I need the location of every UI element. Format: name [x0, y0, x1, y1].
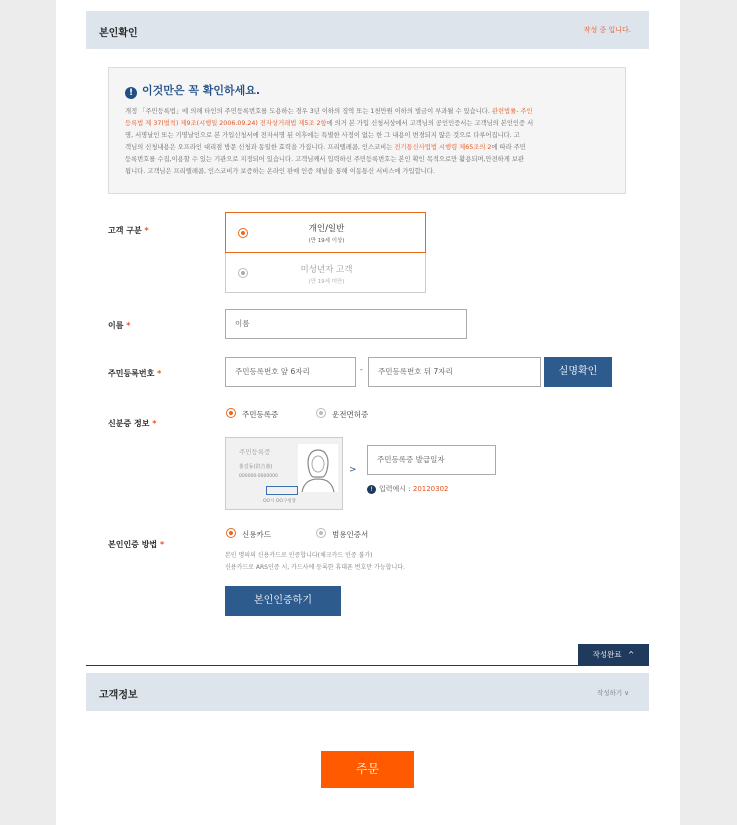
id-photo-icon — [298, 444, 338, 492]
section-divider — [86, 665, 649, 666]
customer-type-option-adult[interactable] — [225, 212, 426, 253]
notice-line — [125, 166, 613, 178]
notice-body — [125, 106, 613, 179]
id-card-issuer: OO시 OO구청장 — [263, 499, 296, 504]
id-card-highlight — [266, 486, 298, 495]
label-text: 고객 구분 — [108, 226, 142, 235]
required-mark: * — [144, 226, 149, 235]
chevron-up-icon: ^ — [628, 650, 635, 659]
chevron-right-icon: > — [349, 465, 357, 475]
notice-text: 객님의 신청내용은 오프라인 대리점 방문 신청과 동일한 효력을 가집니다. 프리텔레콤, 인스코비는 — [125, 144, 395, 152]
auth-option-certificate-radio[interactable] — [316, 528, 326, 538]
chevron-down-icon: ∨ — [624, 689, 629, 697]
label-text: 본인인증 방법 — [108, 540, 158, 549]
notice-box — [108, 67, 626, 194]
option-sub: (만 19세 미만) — [308, 279, 345, 285]
id-card-title: 주민등록증 — [239, 448, 271, 456]
example-value: 20120302 — [412, 485, 449, 493]
info-icon: ! — [367, 485, 376, 494]
section-header-customer-info[interactable] — [86, 673, 649, 711]
section-header-identity[interactable] — [86, 11, 649, 49]
notice-line — [125, 118, 613, 130]
rrn-separator: - — [360, 365, 363, 374]
notice-title — [125, 82, 260, 99]
name-label — [108, 320, 130, 331]
rrn-label — [108, 368, 161, 379]
date-example — [367, 484, 449, 494]
notice-text: 명, 서명날인 또는 기명날인으로 본 가입신청서에 전자서명 된 이후에는 특별한 사정이 없는 한 그 내용이 변경되지 않은 것으로 다루어집니다. 고 — [125, 132, 520, 140]
required-mark: * — [126, 321, 131, 330]
section-title: 본인확인 — [99, 28, 138, 39]
required-mark: * — [152, 419, 157, 428]
notice-text: 에 의거 본 가입 신청서상에서 고객님의 공인인증서는 고객님의 본인인증 서 — [326, 120, 534, 128]
auth-desc-2: 신용카드로 ARS인증 시, 카드사에 등록한 휴대폰 번호만 가능합니다. — [225, 564, 405, 571]
notice-title-text: 이것만은 꼭 확인하세요. — [142, 84, 261, 97]
option-label: 미성년자 고객 — [300, 265, 353, 275]
notice-line — [125, 142, 613, 154]
expand-link[interactable] — [597, 688, 629, 697]
notice-law-link: 등록법 제 37(벌칙) 제9조(시행일 2006.09.24) 전자상거래법 제5조 2항 — [125, 120, 327, 128]
expand-label: 작성하기 — [597, 689, 623, 697]
required-mark: * — [159, 540, 165, 549]
option-label: 개인/일반 — [308, 224, 345, 234]
id-info-label — [108, 418, 156, 429]
notice-text: 에 따라 주민 — [491, 144, 526, 152]
label-text: 주민등록번호 — [108, 369, 155, 378]
complete-tab[interactable] — [578, 644, 649, 665]
id-issue-date-input[interactable]: 주민등록증 발급일자 — [367, 445, 496, 475]
notice-law-link: 관련법률- 주인 — [491, 108, 533, 115]
example-label: 입력예시 : — [379, 485, 413, 493]
label-text: 이름 — [108, 321, 124, 330]
notice-line — [125, 130, 613, 142]
rrn-back-input[interactable]: 주민등록번호 뒤 7자리 — [368, 357, 541, 387]
id-card-number: 000000-0000000 — [239, 474, 278, 479]
id-card-name: 홍길동(洪吉童) — [239, 464, 273, 470]
complete-tab-label: 작성완료 — [592, 650, 622, 659]
exclamation-circle-icon: ! — [125, 87, 137, 99]
order-button[interactable]: 주문 — [321, 751, 414, 788]
id-option-resident-card-label[interactable]: 주민등록증 — [242, 410, 279, 419]
notice-text: 됩니다. 고객님은 프리텔레콤, 인스코비가 보증하는 온라인 판매 인증 채널을 통해 이동통신 서비스에 가입합니다. — [125, 168, 435, 176]
option-sub: (만 19세 이상) — [308, 238, 345, 244]
notice-text: 개정 「주민등록법」에 의해 타인의 주민등록번호를 도용하는 경우 3년 이하의 징역 또는 1천만원 이하의 벌금이 부과될 수 있습니다. — [125, 108, 492, 115]
section-title: 고객정보 — [99, 690, 138, 701]
notice-law-link: 전기통신사업법 시행령 제65조의 2 — [394, 144, 492, 152]
rrn-front-input[interactable]: 주민등록번호 앞 6자리 — [225, 357, 356, 387]
required-mark: * — [157, 369, 162, 378]
notice-text: 등록번호를 수집,이용할 수 있는 기관으로 지정되어 있습니다. 고객님께서 입력하신 주민등록번호는 본인 확인 목적으로만 활용되며,안전하게 보관 — [125, 156, 524, 164]
auth-option-card-label[interactable]: 신용카드 — [242, 530, 271, 539]
auth-option-card-radio[interactable] — [226, 528, 236, 538]
label-text: 신분증 정보 — [108, 419, 150, 428]
id-card-image — [225, 437, 343, 510]
name-input[interactable]: 이름 — [225, 309, 467, 339]
customer-type-label — [108, 225, 149, 236]
verify-identity-button[interactable]: 본인인증하기 — [225, 586, 341, 616]
id-option-driver-license-radio[interactable] — [316, 408, 326, 418]
notice-line — [125, 106, 613, 118]
verify-name-button[interactable]: 실명확인 — [544, 357, 612, 387]
notice-line — [125, 154, 613, 166]
customer-type-option-minor[interactable] — [225, 252, 426, 293]
id-option-driver-license-label[interactable]: 운전면허증 — [332, 410, 369, 419]
auth-option-certificate-label[interactable]: 범용인증서 — [332, 530, 369, 539]
auth-desc-1: 본인 명의의 신용카드로 인증합니다(체크카드 인증 불가) — [225, 552, 373, 559]
auth-method-label — [108, 539, 164, 550]
id-option-resident-card-radio[interactable] — [226, 408, 236, 418]
section-status: 작성 중 입니다. — [583, 26, 631, 34]
